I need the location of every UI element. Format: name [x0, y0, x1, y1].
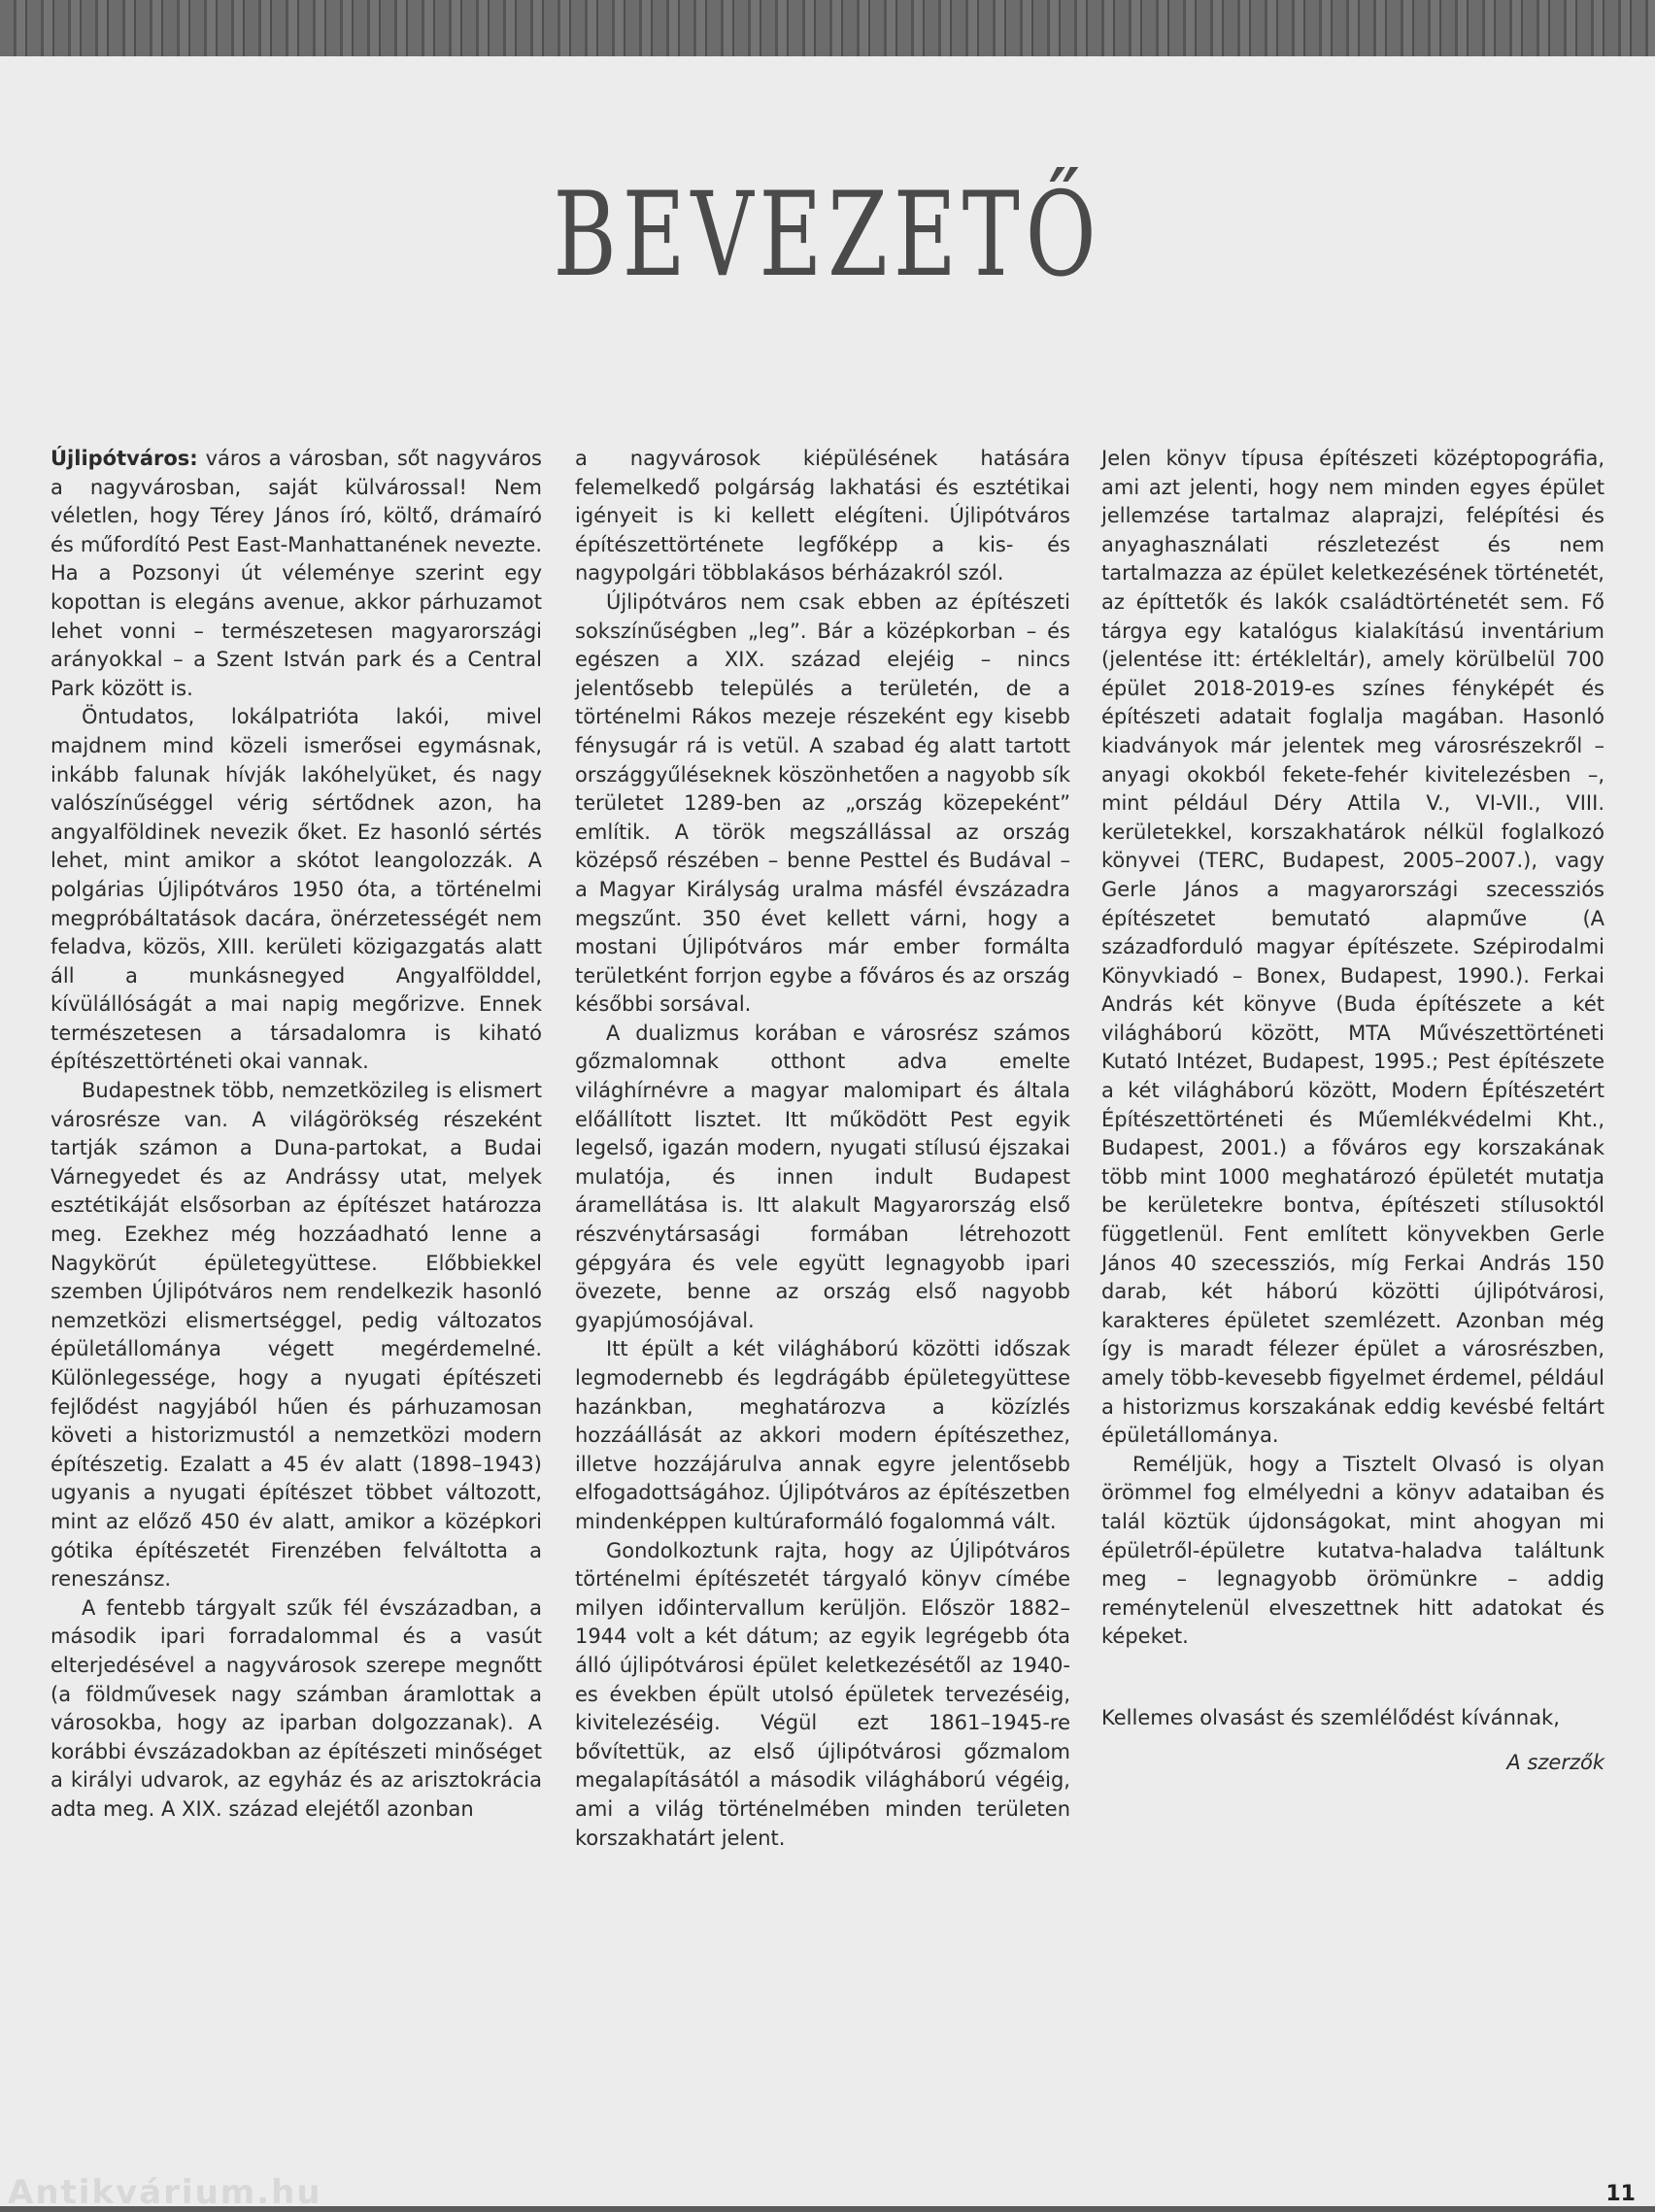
lead-term: Újlipótváros: [51, 447, 198, 470]
paragraph: Öntudatos, lokálpatrióta lakói, mivel majdnem mind közeli ismerősei egymásnak, inkább falunak hívják lakóhelyüket, és nagy valószínűséggel vérig sértődnek azon, ha angyalföldinek nevezik őket. Ez hasonló sértés lehet, mint amikor a skótot leangolozzák. A polgárias Újlipótváros 1950 óta, a történelmi megpróbáltatások dacára, önérzetességét nem feladva, közös, XIII. kerületi közigazgatás alatt áll a munkásnegyed Angyalfölddel, kívülállóságát a mai napig megőrizve. Ennek természetesen a társadalomra is kiható építészettörténeti okai vannak. [51, 705, 542, 1074]
paragraph: Reméljük, hogy a Tisztelt Olvasó is olyan örömmel fog elmélyedni a könyv adataiban és talál köztük újdonságokat, mint ahogyan mi épületről-épületre kutatva-haladva találtunk meg – legnagyobb örömünkre – addig reménytelenül elveszettnek hitt adatokat és képeket. [1101, 1452, 1604, 1649]
closing-line: Kellemes olvasást és szemlélődést kívánnak, [1101, 1705, 1560, 1729]
paragraph: a nagyvárosok kiépülésének hatására felemelkedő polgárság lakhatási és esztétikai igényeit is ki kellett elégíteni. Újlipótváros építészettörténete legfőképp a kis- és nagypolgári többlakásos bérházakról szól. [575, 447, 1070, 586]
book-page [0, 56, 1655, 2212]
paragraph: Jelen könyv típusa építészeti középtopográfia, ami azt jelenti, hogy nem minden egyes épület jellemzése tartalmaz alaprajzi, felépítési és anyaghasználati részletezést és nem tartalmazza az épület keletkezésének történetét, az építtetők és lakók családtörténetét sem. Fő tárgya egy katalógus kialakítású inventárium (jelentése itt: értékleltár), amely körülbelül 700 épület 2018-2019-es színes fényképét és építészeti adatait foglalja magában. Hasonló kiadványok már jelentek meg városrészekről – anyagi okokból fekete-fehér kivitelezésben –, mint például Déry Attila V., VI-VII., VIII. kerületekkel, korszakhatárok nélkül foglalkozó könyvei (TERC, Budapest, 2005–2007.), vagy Gerle János a magyarországi szecessziós építészetet bemutató alapműve (A századforduló magyar építészete. Szépirodalmi Könyvkiadó – Bonex, Budapest, 1990.). Ferkai András két könyve (Buda építészete a két világháború között, MTA Művészettörténeti Kutató Intézet, Budapest, 1995.; Pest építészete a két világháború között, Modern Építészetért Építészettörténeti és Műemlékvédelmi Kht., Budapest, 2001.) a főváros egy korszakának több mint 1000 meghatározó épületét mutatja be kerületekre bontva, építészeti stílusoktól függetlenül. Fent említett könyvekben Gerle János 40 szecessziós, míg Ferkai András 150 darab, két háború közötti újlipótvárosi, karakteres épületet szemlézett. Azonban még így is maradt félezer épület a városrészben, amely több-kevesebb figyelmet érdemel, például a historizmus korszakának eddig kevésbé feltárt épületállománya. [1101, 447, 1604, 1448]
paragraph: Gondolkoztunk rajta, hogy az Újlipótváros történelmi építészetét tárgyaló könyv címébe milyen időintervallum kerüljön. Először 1882–1944 volt a két dátum; az egyik legrégebb óta álló újlipótvárosi épület keletkezésétől az 1940-es években épült utolsó épületek tervezéséig, kivitelezéséig. Végül ezt 1861–1945-re bővítettük, az első újlipótvárosi gőzmalom megalapításától a második világháború végéig, ami a világ történelmében minden területen korszakhatárt jelent. [575, 1538, 1070, 1850]
watermark: Antikvárium.hu [8, 2173, 322, 2212]
paragraph-text: város a városban, sőt nagyváros a nagyvárosban, saját külvárossal! Nem véletlen, hogy Térey János író, költő, drámaíró és műfordító Pest East-Manhattanének nevezte. Ha a Pozsonyi út véleménye szerint egy kopottan is elegáns avenue, akkor párhuzamot lehet vonni – természetesen magyarországi arányokkal – a Szent István park és a Central Park között is. [51, 447, 542, 700]
signature: A szerzők [1506, 1750, 1604, 1774]
paragraph: A dualizmus korában e városrész számos gőzmalomnak otthont adva emelte világhírnévre a magyar malomipart és általa előállított lisztet. Itt működött Pest egyik legelső, igazán modern, nyugati stílusú éjszakai mulatója, és innen indult Budapest áramellátása is. Itt alakult Magyarország első részvénytársasági formában létrehozott gépgyára és vele együtt legnagyobb ipari övezete, benne az ország első nagyobb gyapjúmosójával. [575, 1021, 1070, 1332]
paragraph [51, 445, 542, 703]
text-column-3 [1101, 445, 1604, 1777]
background-bookshelf [0, 0, 1655, 58]
paragraph: Itt épült a két világháború közötti időszak legmodernebb és legdrágább épületegyüttese hazánkban, meghatározva a közízlés hozzáállását az akkori modern építészethez, illetve hozzájárulva annak egyre jelentősebb elfogadottságához. Újlipótváros az építészetben mindenképpen kultúraformáló fogalommá vált. [575, 1337, 1070, 1533]
page-title: BEVEZETŐ [553, 168, 1102, 303]
text-column-2 [575, 445, 1070, 1853]
paragraph: Budapestnek több, nemzetközileg is elismert városrésze van. A világörökség részeként tartják számon a Duna-partokat, a Budai Várnegyedet és az Andrássy utat, melyek esztétikáját elsősorban az építészet határozza meg. Ezekhez még hozzáadható lenne a Nagykörút épületegyüttese. Előbbiekkel szemben Újlipótváros nem rendelkezik hasonló nemzetközi elismertséggel, pedig változatos épületállománya végett megérdemelné. Különlegessége, hogy a nyugati építészeti fejlődést nagyjából hűen és párhuzamosan követi a historizmustól a nemzetközi modern építészetig. Ezalatt a 45 év alatt (1898–1943) ugyanis a nyugati építészet többet változott, mint az előző 450 év alatt, amikor a középkori gótika építészetét Firenzében felváltotta a reneszánsz. [51, 1079, 542, 1592]
page-number: 11 [1605, 2182, 1636, 2206]
paragraph: Újlipótváros nem csak ebben az építészeti sokszínűségben „leg”. Bár a középkorban – és egészen a XIX. század elejéig – nincs jelentősebb település a területén, de a történelmi Rákos mezeje részeként egy kisebb fénysugár rá is vetül. A szabad ég alatt tartott országgyűléseknek köszönhetően a nagyobb sík területet 1289-ben az „ország közepeként” említik. A török megszállással az ország középső részében – benne Pesttel és Budával – a Magyar Királyság uralma másfél évszázadra megszűnt. 350 évet kellett várni, hogy a mostani Újlipótváros már ember formálta területként forrjon egybe a főváros és az ország későbbi sorsával. [575, 589, 1070, 1017]
text-column-1 [51, 445, 542, 1825]
paragraph: A fentebb tárgyalt szűk fél évszázadban, a második ipari forradalommal és a vasút elterjedésével a nagyvárosok szerepe megnőtt (a földművesek nagy számban áramlottak a városokba, hogy az iparban dolgozzanak). A korábbi évszázadokban az építészeti minőséget a királyi udvarok, az egyház és az arisztokrácia adta meg. A XIX. század elejétől azonban [51, 1595, 542, 1821]
